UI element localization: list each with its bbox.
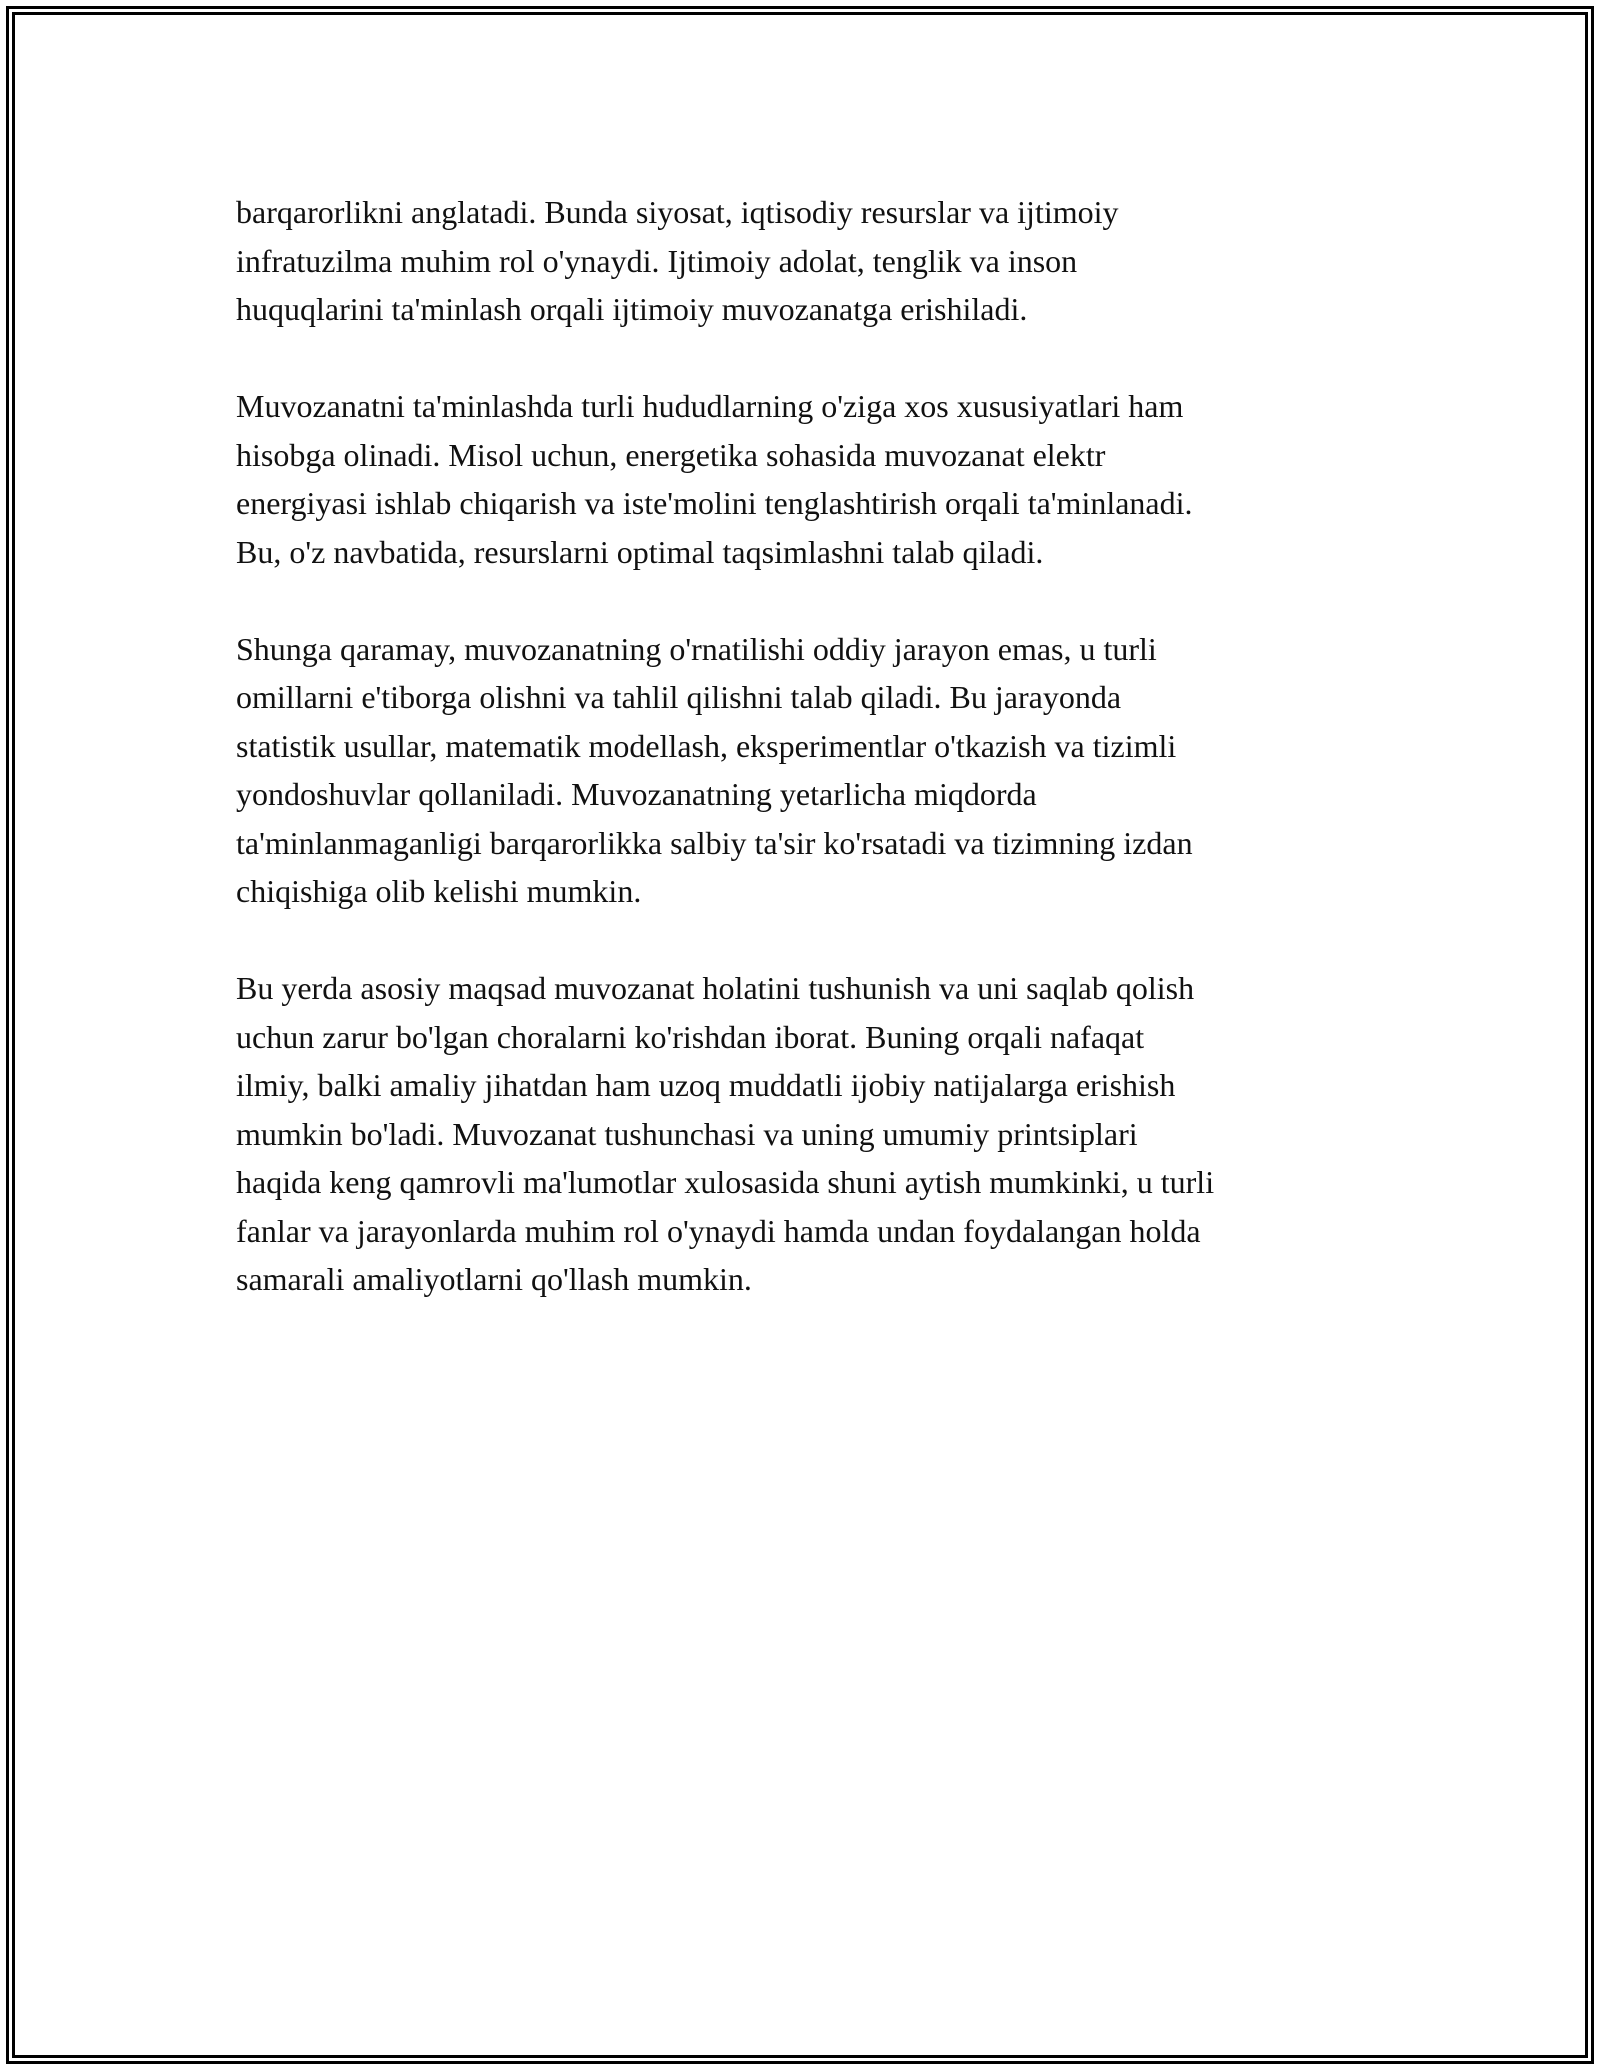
- paragraph-2: Muvozanatni ta'minlashda turli hududlarning o'ziga xos xususiyatlari ham hisobga olinadi. Misol uchun, energetika sohasida muvozanat elektr energiyasi ishlab chiqarish va iste'molini tenglashtirish orqali ta'minlanadi. Bu, o'z navbatida, resurslarni optimal taqsimlashni talab qiladi.: [236, 388, 1193, 570]
- paragraph-4: Bu yerda asosiy maqsad muvozanat holatini tushunish va uni saqlab qolish uchun zarur bo'lgan choralarni ko'rishdan iborat. Buning orqali nafaqat ilmiy, balki amaliy jihatdan ham uzoq muddatli ijobiy natijalarga erishish mumkin bo'ladi. Muvozanat tushunchasi va uning umumiy printsiplari haqida keng qamrovli ma'lumotlar xulosasida shuni aytish mumkinki, u turli fanlar va jarayonlarda muhim rol o'ynaydi hamda undan foydalangan holda samarali amaliyotlarni qo'llash mumkin.: [236, 970, 1215, 1297]
- paragraph-1: barqarorlikni anglatadi. Bunda siyosat, iqtisodiy resurslar va ijtimoiy infratuzilma muhim rol o'ynaydi. Ijtimoiy adolat, tenglik va inson huquqlarini ta'minlash orqali ijtimoiy muvozanatga erishiladi.: [236, 194, 1119, 327]
- document-body: [236, 188, 1376, 1352]
- paragraph-3: Shunga qaramay, muvozanatning o'rnatilishi oddiy jarayon emas, u turli omillarni e'tiborga olishni va tahlil qilishni talab qiladi. Bu jarayonda statistik usullar, matematik modellash, eksperimentlar o'tkazish va tizimli yondoshuvlar qollaniladi. Muvozanatning yetarlicha miqdorda ta'minlanmaganligi barqarorlikka salbiy ta'sir ko'rsatadi va tizimning izdan chiqishiga olib kelishi mumkin.: [236, 630, 1193, 909]
